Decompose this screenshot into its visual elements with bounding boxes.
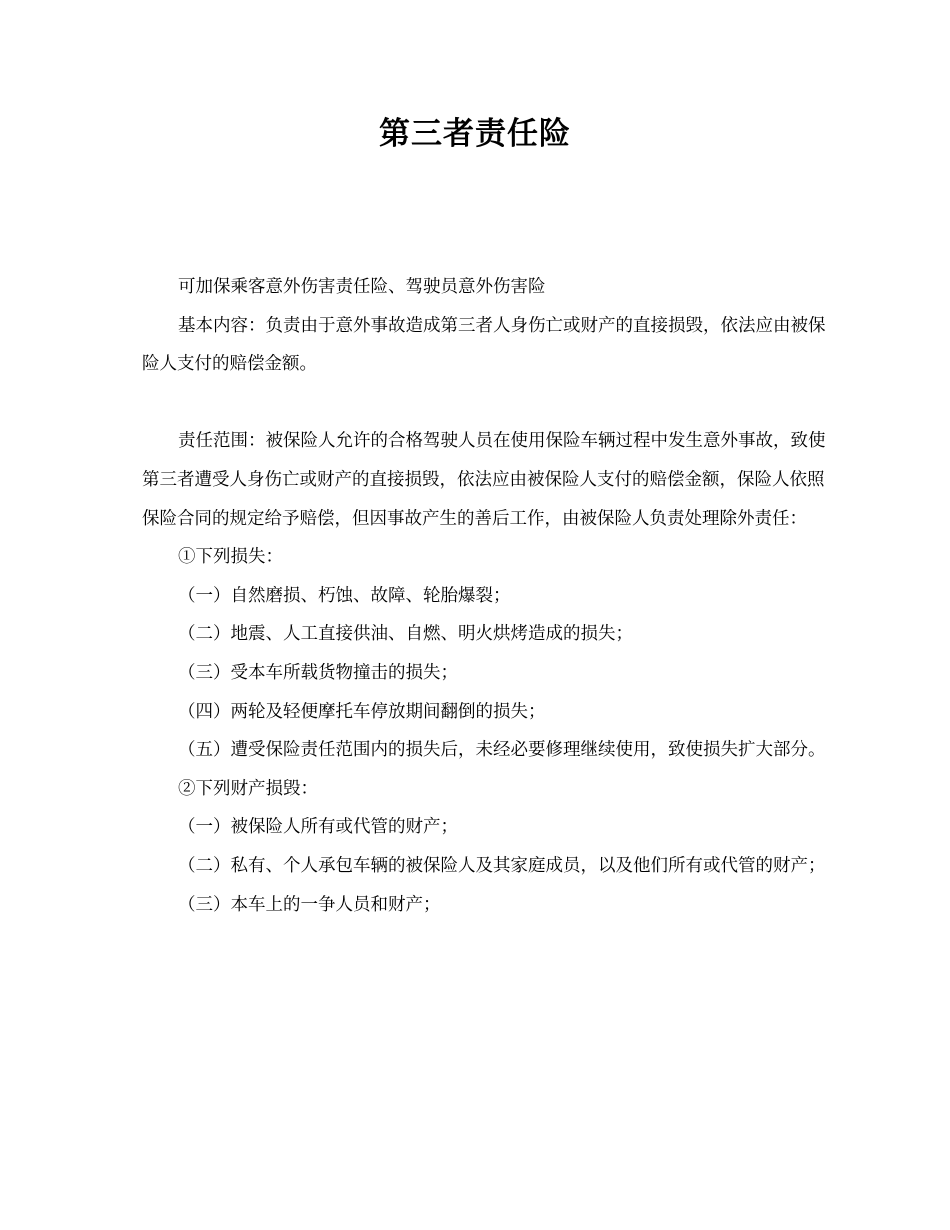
paragraph-spacer: [142, 384, 832, 423]
list-item: （一）被保险人所有或代管的财产；: [178, 817, 458, 838]
paragraph-scope-of-liability: 责任范围：被保险人允许的合格驾驶人员在使用保险车辆过程中发生意外事故，致使第三者遭受人身伤亡或财产的直接损毁，依法应由被保险人支付的赔偿金额，保险人依照保险合同的规定给予赔偿，但因事故产生的善后工作，由被保险人负责处理除外责任：: [142, 431, 826, 529]
list-heading-losses: ①下列损失：: [178, 547, 283, 568]
list-item: （四）两轮及轻便摩托车停放期间翻倒的损失；: [178, 701, 546, 722]
paragraph-optional-coverage: 可加保乘客意外伤害责任险、驾驶员意外伤害险: [178, 277, 546, 297]
list-heading-property-damage: ②下列财产损毁：: [178, 778, 318, 799]
list-item: （五）遭受保险责任范围内的损失后，未经必要修理继续使用，致使损失扩大部分。: [178, 740, 826, 761]
document-title: 第三者责任险: [379, 116, 571, 152]
list-item: （二）地震、人工直接供油、自燃、明火烘烤造成的损失；: [178, 624, 633, 645]
list-item: （一）自然磨损、朽蚀、故障、轮胎爆裂；: [178, 585, 511, 606]
list-item: （三）本车上的一争人员和财产；: [178, 894, 441, 915]
list-item: （二）私有、个人承包车辆的被保险人及其家庭成员，以及他们所有或代管的财产；: [178, 855, 826, 876]
list-item: （三）受本车所载货物撞击的损失；: [178, 662, 458, 683]
document-body: [142, 268, 832, 924]
paragraph-basic-content: 基本内容：负责由于意外事故造成第三者人身伤亡或财产的直接损毁，依法应由被保险人支付的赔偿金额。: [142, 315, 826, 375]
